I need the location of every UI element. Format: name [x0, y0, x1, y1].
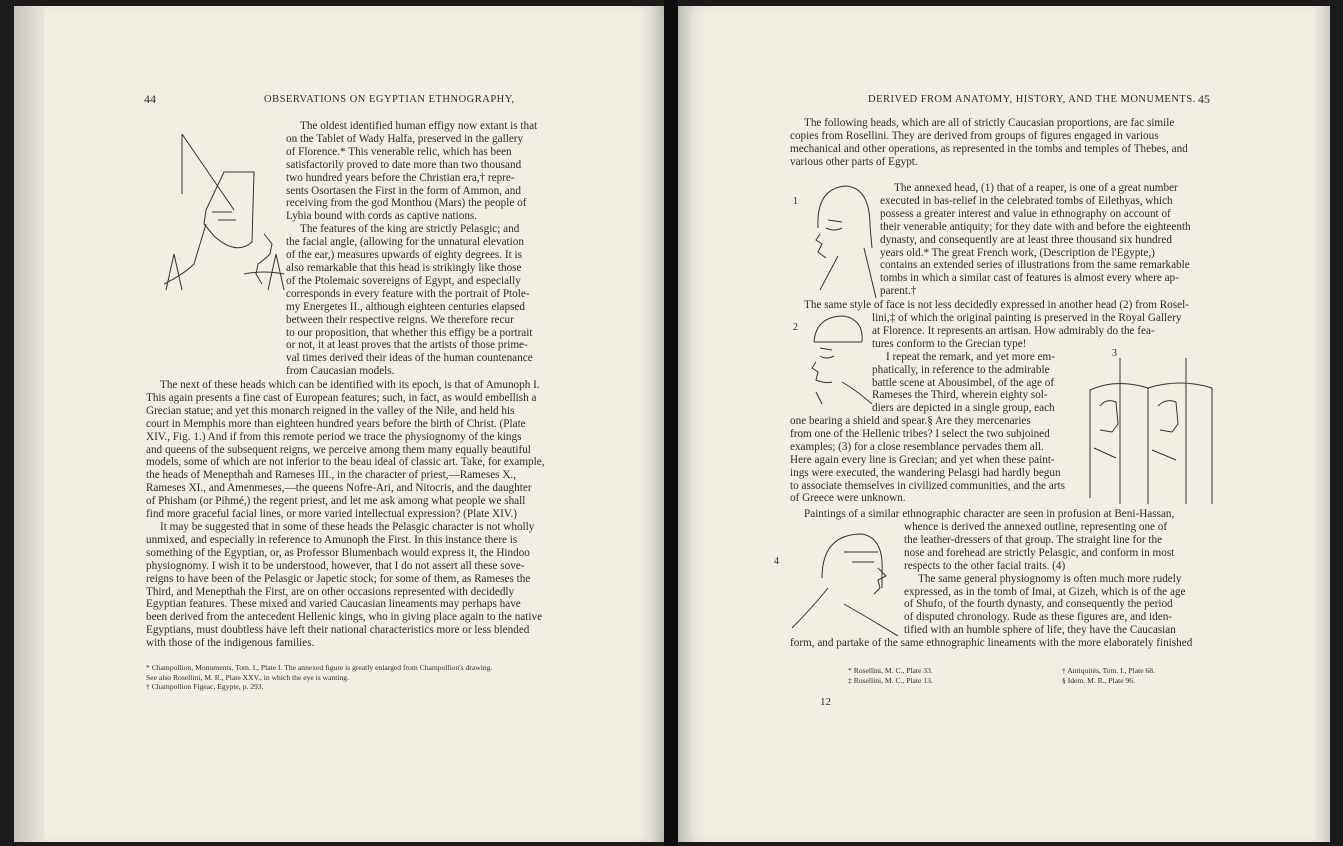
page-edge [1314, 6, 1330, 842]
text-line: from one of the Hellenic tribes? I select the two subjoined [790, 427, 1050, 440]
text-line: Rameses XI., and Amenmeses,—the queens Nofre-Ari, and Nitocris, and the daughter [146, 482, 532, 495]
page-number: 44 [144, 92, 156, 106]
text-line: expressed, as in the tomb of Imai, at Gizeh, which is of the age [904, 585, 1186, 598]
running-head: OBSERVATIONS ON EGYPTIAN ETHNOGRAPHY, [264, 94, 515, 105]
text-line: Here again every line is Grecian; and yet when these paint- [790, 453, 1055, 466]
text-line: my Energetes II., although eighteen centuries elapsed [286, 300, 525, 313]
fig4-text [904, 521, 1220, 637]
text-line: form, and partake of the same ethnographic lineaments with the more elaborately finished [790, 637, 1193, 649]
text-line: corresponds in every feature with the portrait of Ptole- [286, 287, 530, 300]
text-line: find more graceful facial lines, or more varied intellectual expression? (Plate XIV.) [146, 508, 518, 521]
text-line: copies from Rosellini. They are derived from groups of figures engaged in various [790, 129, 1159, 142]
footnotes [146, 663, 586, 692]
text-line: battle scene at Abousimbel, of the age of [872, 376, 1055, 389]
text-line: lini,‡ of which the original painting is preserved in the Royal Gallery [872, 312, 1182, 324]
footnotes-right [1062, 666, 1222, 685]
text-line: The oldest identified human effigy now extant is that [300, 120, 538, 132]
text-line: val times derived their ideas of the human countenance [286, 352, 533, 365]
text-line: of Florence.* This venerable relic, which has been [286, 145, 512, 158]
text-line: of the ear,) measures upwards of eighty degrees. It is [286, 249, 522, 262]
text-line: tified with an humble sphere of life, they have the Caucasian [904, 624, 1176, 637]
intro-text [286, 120, 576, 378]
text-line: Rameses the Third, wherein eighty sol- [872, 389, 1048, 402]
text-line: XIV., Fig. 1.) And if from this remote period we trace the physiognomy of the kings [146, 430, 522, 443]
text-line: The following heads, which are all of strictly Caucasian proportions, are fac simile [804, 117, 1175, 129]
text-line: contains an extended series of illustrations from the same remarkable [880, 259, 1190, 272]
footnote: * Champollion, Monuments, Tom. I., Plate I. The annexed figure is greatly enlarged from Champollion's drawing. [146, 663, 493, 672]
text-line: something of the Egyptian, or, as Professor Blumenbach would express it, the Hindoo [146, 546, 530, 559]
text-line: This again presents a fine cast of European features; such, in fact, as would embellish a [146, 391, 537, 404]
text-line: It may be suggested that in some of these heads the Pelasgic character is not wholly [160, 520, 535, 533]
figure-number: 4 [774, 556, 779, 567]
footnote: ‡ Rosellini, M. C., Plate 13. [848, 675, 933, 685]
text-line: The same general physiognomy is often much more rudely [918, 572, 1182, 585]
text-line: their venerable antiquity; for they date with and before the eighteenth [880, 220, 1191, 233]
footnote: † Antiquités, Tom. I., Plate 68. [1062, 666, 1155, 675]
text-line: Third, and Menepthah the First, are on other occasions represented with decidedly [146, 585, 515, 598]
last-line [790, 637, 1220, 650]
text-line: executed in bas-relief in the celebrated tombs of Eilethyas, which [880, 194, 1173, 207]
figure-number: 3 [1112, 348, 1117, 359]
text-line: various other parts of Egypt. [790, 155, 918, 168]
text-line: to our proposition, that whether this effigy be a portrait [286, 326, 533, 339]
figure-number: 1 [793, 196, 798, 207]
footnote: § Idem. M. R., Plate 96. [1062, 675, 1135, 685]
text-line: one bearing a shield and spear.§ Are they mercenaries [790, 415, 1031, 427]
text-line: ings were executed, the wandering Pelasgi had hardly begun [790, 466, 1061, 479]
text-line: and queens of the subsequent reigns, we perceive among them many equally beautiful [146, 443, 531, 456]
text-line: tures conform to the Grecian type! [872, 337, 1027, 350]
text-line: two hundred years before the Christian era,† repre- [286, 171, 515, 184]
pharaoh-head-figure [144, 124, 294, 294]
left-page [14, 6, 664, 842]
text-line: or not, it at least proves that the artists of those prime- [286, 339, 528, 352]
text-line: The annexed head, (1) that of a reaper, is one of a great number [894, 182, 1178, 194]
text-line: The next of these heads which can be identified with its epoch, is that of Amunoph I. [160, 379, 540, 391]
text-line: diers are depicted in a single group, each [872, 402, 1055, 415]
text-line: parent.† [880, 285, 917, 298]
text-line: between their respective reigns. We therefore recur [286, 313, 514, 326]
footnote: † Champollion Figeac, Egypte, p. 293. [146, 682, 264, 691]
text-line: of the Ptolemaic sovereigns of Egypt, and especially [286, 274, 521, 287]
soldiers-figure [1086, 358, 1216, 506]
text-line: reigns to have been of the Pelasgic or Japetic stock; for some of them, as Rameses the [146, 572, 531, 585]
text-line: of disputed chronology. Rude as these figures are, and iden- [904, 611, 1173, 624]
text-line: Egyptians, must doubtless have left their national characteristics more or less blended [146, 624, 530, 637]
text-line: tombs in which a similar cast of features is almost every where ap- [880, 272, 1179, 285]
text-line: the facial angle, (allowing for the unnatural elevation [286, 236, 524, 249]
text-line: also remarkable that this head is strikingly like those [286, 261, 522, 274]
text-line: receiving from the god Monthou (Mars) the people of [286, 197, 527, 210]
text-line: of Shufo, of the fourth dynasty, and consequently the period [904, 598, 1173, 611]
running-head: DERIVED FROM ANATOMY, HISTORY, AND THE MONUMENTS. [868, 94, 1196, 105]
fig3-text [790, 415, 1100, 505]
text-line: years old.* The great French work, (Description de l'Egypte,) [880, 246, 1155, 259]
body-text [146, 379, 578, 650]
text-line: been derived from the antecedent Hellenic kings, who in giving place again to the native [146, 611, 543, 624]
text-line: of Greece were unknown. [790, 492, 906, 505]
text-line: sents Osortasen the First in the form of Ammon, and [286, 184, 521, 197]
reaper-head-figure [798, 178, 880, 300]
text-line: the leather-dressers of that group. The straight line for the [904, 533, 1163, 546]
text-line: possess a greater interest and value in ethnography on account of [880, 207, 1171, 220]
figure-number: 2 [793, 322, 798, 333]
page-number: 45 [1198, 92, 1210, 106]
text-line: on the Tablet of Wady Halfa, preserved in the gallery [286, 132, 524, 145]
text-line: dynasty, and consequently are at least three thousand six hundred [880, 233, 1172, 246]
text-line: court in Memphis more than eighteen hundred years before the birth of Christ. (Plate [146, 417, 526, 430]
text-line: from Caucasian models. [286, 365, 395, 378]
text-line: Egyptian features. These mixed and varied Caucasian lineaments may perhaps have [146, 598, 521, 611]
footnotes-left [848, 666, 1008, 685]
text-line: I repeat the remark, and yet more em- [886, 350, 1055, 363]
book-gutter [664, 0, 678, 846]
text-line: unmixed, and especially in reference to Amunoph the First. In this instance there is [146, 533, 518, 546]
intro-text [790, 117, 1220, 169]
paintings-line [790, 508, 1220, 521]
footnote: See also Rosellini, M. R., Plate XXV., in which the eye is wanting. [146, 672, 349, 682]
text-line: Grecian statue; and yet this monarch reigned in the valley of the Nile, and held his [146, 404, 515, 417]
leather-dresser-figure [782, 528, 902, 638]
page-edge [14, 6, 44, 842]
footnote: * Rosellini, M. C., Plate 33. [848, 666, 933, 675]
artisan-head-figure [802, 312, 876, 408]
text-line: physiognomy. I wish it to be understood, however, that I do not assert all these sove- [146, 559, 525, 572]
text-line: models, some of which are not inferior to the beau ideal of classic art. Take, for example, [146, 456, 545, 469]
fig1-text [880, 182, 1220, 298]
text-line: examples; (3) for a close resemblance pervades them all. [790, 440, 1044, 453]
text-line: at Florence. It represents an artisan. How admirably do the fea- [872, 324, 1155, 337]
text-line: of Phisham (or Pihmé,) the regent priest, and let me ask among what people we shall [146, 495, 526, 508]
text-line: phatically, in reference to the admirable [872, 363, 1050, 376]
text-line: mechanical and other operations, as represented in the tombs and temples of Thebes, and [790, 142, 1188, 155]
text-line: nose and forehead are strictly Pelasgic, and conform in most [904, 546, 1175, 559]
text-line: The features of the king are strictly Pelasgic; and [300, 223, 520, 236]
text-line: Lybia bound with cords as captive nations. [286, 210, 478, 223]
text-line: the heads of Menepthah and Rameses III., in the character of priest,—Rameses X., [146, 469, 516, 482]
text-line: whence is derived the annexed outline, representing one of [904, 521, 1168, 533]
text-line: to associate themselves in civilized communities, and the arts [790, 479, 1065, 492]
text-line: with those of the indigenous families. [146, 637, 315, 650]
text-line: respects to the other facial traits. (4) [904, 559, 1066, 572]
text-line: Paintings of a similar ethnographic character are seen in profusion at Beni-Hassan, [804, 508, 1175, 520]
right-page [678, 6, 1330, 842]
signature-mark: 12 [820, 696, 831, 708]
text-line: The same style of face is not less decidedly expressed in another head (2) from Rosel- [804, 299, 1189, 311]
same-style-line [790, 299, 1220, 312]
text-line: satisfactorily proved to date more than two thousand [286, 158, 522, 171]
